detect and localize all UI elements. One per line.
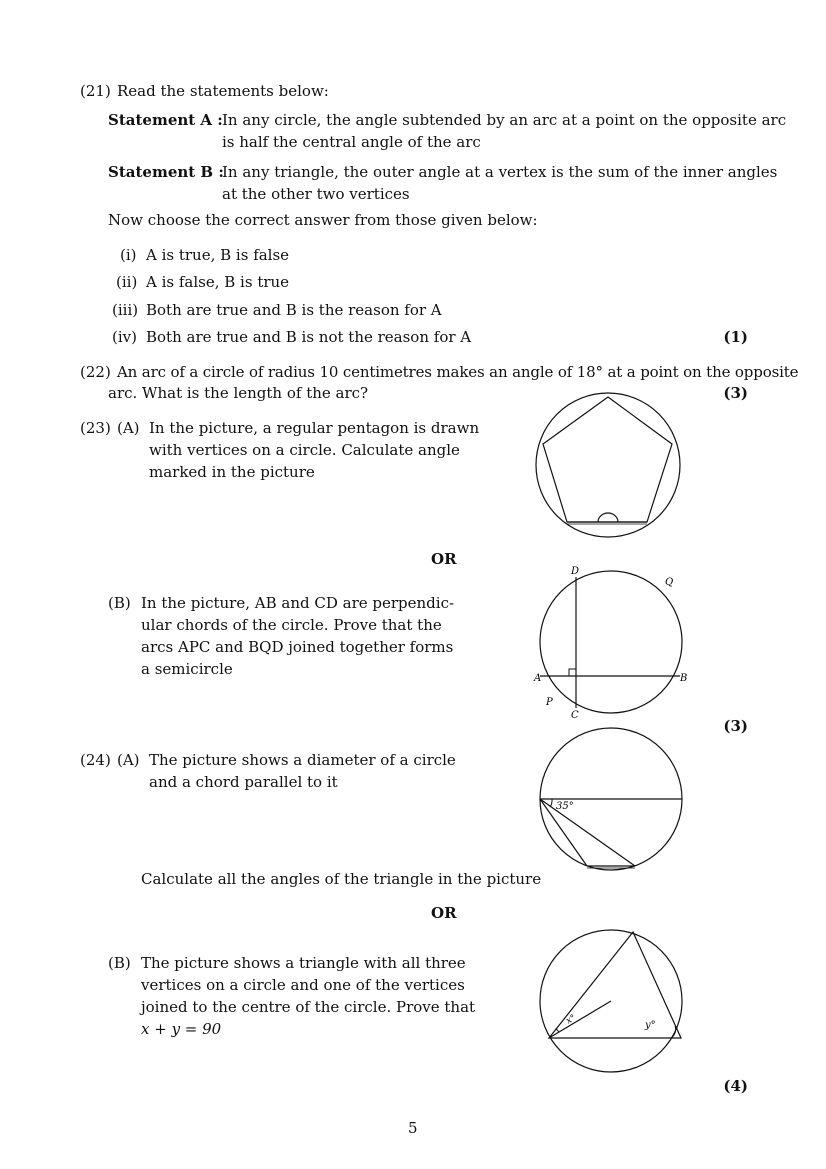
- option-num: (iii): [112, 301, 139, 319]
- option-text: Both are true and B is the reason for A: [146, 301, 442, 319]
- q23-number: (23): [80, 419, 111, 437]
- statement-b-line2: at the other two vertices: [222, 185, 410, 203]
- q24-b-line: vertices on a circle and one of the vertices: [141, 976, 465, 994]
- q21-number: (21): [80, 82, 111, 100]
- statement-a-line2: is half the central angle of the arc: [222, 133, 481, 151]
- q21-marks: (1): [723, 328, 748, 346]
- q23-b-line: arcs APC and BQD joined together forms: [141, 638, 454, 656]
- q22-line1: An arc of a circle of radius 10 centimetres makes an angle of 18° at a point on the opposite: [117, 363, 799, 381]
- label-c: C: [571, 710, 579, 721]
- q23-b-label: (B): [108, 594, 131, 612]
- q24-a-task: Calculate all the angles of the triangle in the picture: [141, 870, 542, 888]
- label-x: x°: [564, 1013, 578, 1027]
- q23-or: OR: [431, 550, 457, 568]
- q21-instruction: Now choose the correct answer from those given below:: [108, 211, 538, 229]
- q22-line2: arc. What is the length of the arc?: [108, 384, 369, 402]
- label-q: Q: [665, 577, 674, 588]
- q23-marks: (3): [723, 717, 748, 735]
- statement-b-line1: In any triangle, the outer angle at a vertex is the sum of the inner angles: [222, 163, 778, 181]
- option-num: (iv): [112, 328, 137, 346]
- q24-a-line: and a chord parallel to it: [149, 773, 338, 791]
- chords-figure: [528, 562, 708, 722]
- q23-a-line: marked in the picture: [149, 463, 315, 481]
- option-text: Both are true and B is not the reason for A: [146, 328, 472, 346]
- q22-number: (22): [80, 363, 111, 381]
- q24-or: OR: [431, 904, 457, 922]
- angle-35-label: 35°: [556, 801, 574, 812]
- q24-b-line: The picture shows a triangle with all three: [141, 954, 466, 972]
- q24-b-line: x + y = 90: [141, 1020, 222, 1038]
- q23-a-line: with vertices on a circle. Calculate angle: [149, 441, 460, 459]
- q24-number: (24): [80, 751, 111, 769]
- label-p: P: [546, 697, 553, 708]
- q24-marks: (4): [723, 1077, 748, 1095]
- q24-b-line: joined to the centre of the circle. Prove that: [141, 998, 476, 1016]
- q21-intro: Read the statements below:: [117, 82, 329, 100]
- q24-a-line: The picture shows a diameter of a circle: [149, 751, 456, 769]
- label-a: A: [534, 673, 542, 684]
- pentagon-figure: [530, 388, 690, 548]
- label-b: B: [680, 673, 688, 684]
- q24-b-label: (B): [108, 954, 131, 972]
- option-num: (i): [120, 246, 137, 264]
- q23-b-line: In the picture, AB and CD are perpendic-: [141, 594, 455, 612]
- label-d: D: [571, 566, 580, 577]
- label-y: y°: [645, 1020, 656, 1031]
- triangle-centre-figure: [532, 928, 692, 1078]
- q23-b-line: a semicircle: [141, 660, 233, 678]
- option-text: A is true, B is false: [146, 246, 290, 264]
- q22-marks: (3): [723, 384, 748, 402]
- statement-a-label: Statement A :: [108, 111, 223, 129]
- statement-a-line1: In any circle, the angle subtended by an arc at a point on the opposite arc: [222, 111, 787, 129]
- page-number: 5: [408, 1119, 418, 1137]
- q24-a-label: (A): [117, 751, 140, 769]
- diameter-chord-figure: [532, 727, 692, 877]
- statement-b-label: Statement B :: [108, 163, 224, 181]
- option-text: A is false, B is true: [146, 273, 290, 291]
- q23-b-line: ular chords of the circle. Prove that the: [141, 616, 442, 634]
- q23-a-label: (A): [117, 419, 140, 437]
- q23-a-line: In the picture, a regular pentagon is drawn: [149, 419, 480, 437]
- option-num: (ii): [116, 273, 138, 291]
